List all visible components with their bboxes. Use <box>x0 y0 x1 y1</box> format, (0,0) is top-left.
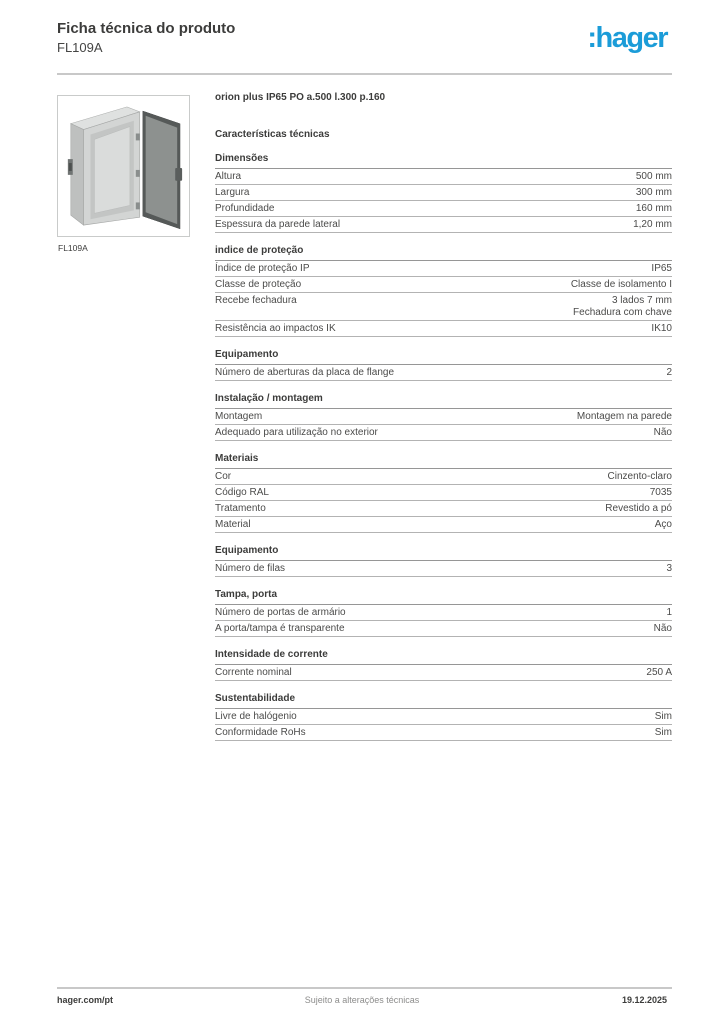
spec-value: Sim <box>654 726 672 738</box>
spec-section-title: Instalação / montagem <box>215 393 672 409</box>
spec-label: Conformidade RoHs <box>215 726 306 738</box>
spec-section <box>215 393 672 441</box>
spec-row <box>215 501 672 517</box>
spec-row <box>215 621 672 637</box>
spec-sections <box>215 153 672 741</box>
spec-row <box>215 605 672 621</box>
spec-label: Adequado para utilização no exterior <box>215 426 378 438</box>
footer-website-link[interactable]: hager.com/pt <box>57 995 114 1005</box>
spec-label: Recebe fechadura <box>215 294 297 306</box>
spec-section-title: Equipamento <box>215 349 672 365</box>
spec-row <box>215 469 672 485</box>
hager-logo: :hager <box>587 22 667 54</box>
spec-row <box>215 425 672 441</box>
spec-section-title: Tampa, porta <box>215 589 672 605</box>
spec-label: A porta/tampa é transparente <box>215 622 345 634</box>
spec-value: Cinzento-claro <box>607 470 672 482</box>
spec-row <box>215 485 672 501</box>
product-name: orion plus IP65 PO a.500 l.300 p.160 <box>215 92 386 103</box>
enclosure-illustration <box>58 96 189 236</box>
spec-value: IP65 <box>651 262 672 274</box>
header-divider <box>57 73 672 75</box>
spec-row <box>215 709 672 725</box>
spec-row <box>215 725 672 741</box>
spec-label: Número de filas <box>215 562 286 574</box>
footer-date: 19.12.2025 <box>621 995 667 1005</box>
spec-value: 3 lados 7 mm Fechadura com chave <box>573 294 672 318</box>
spec-value: Aço <box>654 518 672 530</box>
spec-section <box>215 245 672 337</box>
spec-row <box>215 217 672 233</box>
spec-label: Largura <box>215 186 250 198</box>
spec-row <box>215 321 672 337</box>
spec-label: Número de aberturas da placa de flange <box>215 366 395 378</box>
characteristics-title: Características técnicas <box>215 129 330 140</box>
spec-row <box>215 185 672 201</box>
spec-row <box>215 201 672 217</box>
spec-row <box>215 293 672 321</box>
spec-label: Resistência ao impactos IK <box>215 322 336 334</box>
spec-value: 2 <box>666 366 672 378</box>
spec-label: Classe de proteção <box>215 278 302 290</box>
spec-section <box>215 153 672 233</box>
spec-row <box>215 169 672 185</box>
spec-label: Montagem <box>215 410 263 422</box>
spec-row <box>215 409 672 425</box>
page-title: Ficha técnica do produto <box>57 20 236 37</box>
spec-label: Código RAL <box>215 486 269 498</box>
spec-row <box>215 365 672 381</box>
spec-row <box>215 665 672 681</box>
spec-section-title: Materiais <box>215 453 672 469</box>
spec-label: Cor <box>215 470 232 482</box>
spec-value: 500 mm <box>635 170 672 182</box>
spec-section <box>215 545 672 577</box>
spec-section-title: Equipamento <box>215 545 672 561</box>
spec-section <box>215 693 672 741</box>
spec-value: Sim <box>654 710 672 722</box>
spec-label: Espessura da parede lateral <box>215 218 341 230</box>
spec-section-title: Sustentabilidade <box>215 693 672 709</box>
spec-label: Corrente nominal <box>215 666 292 678</box>
spec-section <box>215 349 672 381</box>
spec-section-title: Intensidade de corrente <box>215 649 672 665</box>
product-reference: FL109A <box>57 40 103 55</box>
spec-label: Material <box>215 518 251 530</box>
spec-column <box>215 92 672 741</box>
product-photo <box>57 95 190 237</box>
spec-section <box>215 453 672 533</box>
spec-label: Tratamento <box>215 502 266 514</box>
spec-value: 300 mm <box>635 186 672 198</box>
spec-value: Não <box>653 622 672 634</box>
spec-row <box>215 277 672 293</box>
spec-section <box>215 649 672 681</box>
spec-value: Montagem na parede <box>576 410 672 422</box>
spec-value: IK10 <box>651 322 672 334</box>
spec-label: Profundidade <box>215 202 275 214</box>
spec-value: Revestido a pó <box>605 502 672 514</box>
spec-value: 7035 <box>649 486 672 498</box>
footer-disclaimer: Sujeito a alterações técnicas <box>304 995 420 1005</box>
spec-value: Não <box>653 426 672 438</box>
spec-section <box>215 589 672 637</box>
spec-label: Número de portas de armário <box>215 606 346 618</box>
spec-value: 3 <box>666 562 672 574</box>
spec-value: Classe de isolamento I <box>570 278 672 290</box>
spec-value: 160 mm <box>635 202 672 214</box>
footer-divider <box>57 987 672 989</box>
spec-row <box>215 517 672 533</box>
spec-label: Altura <box>215 170 242 182</box>
spec-value: 250 A <box>646 666 672 678</box>
spec-label: Índice de proteção IP <box>215 262 310 274</box>
spec-section-title: Dimensões <box>215 153 672 169</box>
spec-row <box>215 261 672 277</box>
spec-value: 1,20 mm <box>633 218 672 230</box>
spec-section-title: indice de proteção <box>215 245 672 261</box>
image-caption: FL109A <box>58 243 88 253</box>
spec-label: Livre de halógenio <box>215 710 297 722</box>
spec-row <box>215 561 672 577</box>
spec-value: 1 <box>666 606 672 618</box>
